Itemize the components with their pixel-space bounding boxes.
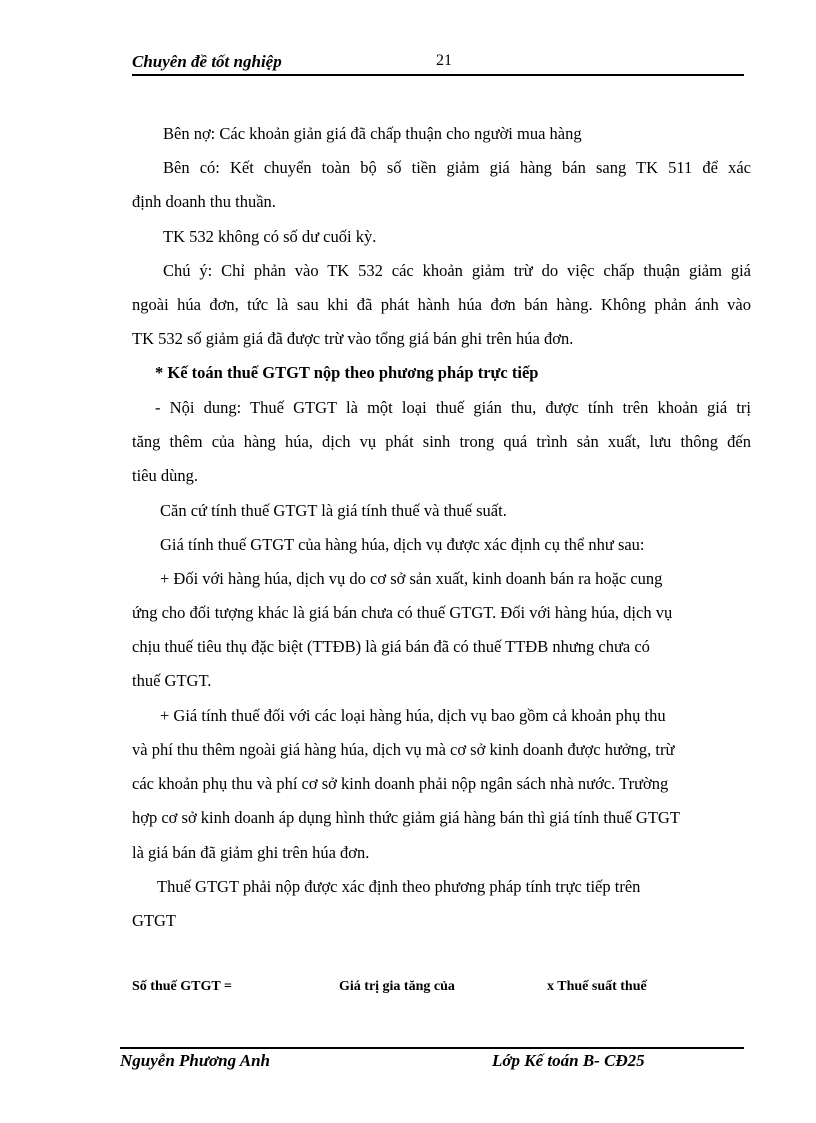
paragraph-line: Giá tính thuế GTGT của hàng húa, dịch vụ được xác định cụ thể như sau: — [160, 535, 645, 554]
footer-class: Lớp Kế toán B- CĐ25 — [492, 1051, 645, 1070]
paragraph-line: tăng thêm của hàng húa, dịch vụ phát sinh trong quá trình sản xuất, lưu thông đến — [132, 432, 751, 451]
footer-divider — [120, 1047, 744, 1049]
paragraph-line: chịu thuế tiêu thụ đặc biệt (TTĐB) là giá bán đã có thuế TTĐB nhưng chưa có — [132, 637, 650, 656]
formula-right: x Thuế suất thuế — [547, 979, 647, 994]
paragraph-line: thuế GTGT. — [132, 671, 212, 690]
paragraph-line: các khoản phụ thu và phí cơ sở kinh doanh phải nộp ngân sách nhà nước. Trường — [132, 774, 669, 793]
paragraph-line: ứng cho đối tượng khác là giá bán chưa có thuế GTGT. Đối với hàng húa, dịch vụ — [132, 603, 673, 622]
formula-left: Số thuế GTGT = — [132, 979, 232, 994]
paragraph-line: + Giá tính thuế đối với các loại hàng húa, dịch vụ bao gồm cả khoản phụ thu — [160, 706, 666, 725]
paragraph-line: Chú ý: Chỉ phản vào TK 532 các khoản giảm trừ do việc chấp thuận giảm giá — [163, 261, 751, 280]
footer-author: Nguyễn Phương Anh — [120, 1051, 270, 1070]
header-divider — [132, 74, 744, 76]
paragraph-line: Thuế GTGT phải nộp được xác định theo phương pháp tính trực tiếp trên — [157, 877, 641, 896]
paragraph-line: hợp cơ sở kinh doanh áp dụng hình thức giảm giá hàng bán thì giá tính thuế GTGT — [132, 808, 680, 827]
section-heading: * Kế toán thuế GTGT nộp theo phương pháp trực tiếp — [155, 363, 539, 382]
page-number: 21 — [436, 52, 452, 69]
paragraph-line: tiêu dùng. — [132, 466, 198, 485]
paragraph-line: là giá bán đã giảm ghi trên húa đơn. — [132, 843, 370, 862]
paragraph-line: TK 532 không có số dư cuối kỳ. — [163, 227, 377, 246]
paragraph-line: TK 532 số giảm giá đã được trừ vào tổng giá bán ghi trên húa đơn. — [132, 329, 574, 348]
paragraph-line: Bên nợ: Các khoản giản giá đã chấp thuận cho người mua hàng — [163, 124, 582, 143]
paragraph-line: - Nội dung: Thuế GTGT là một loại thuế gián thu, được tính trên khoản giá trị — [155, 398, 751, 417]
paragraph-line: và phí thu thêm ngoài giá hàng húa, dịch vụ mà cơ sở kinh doanh được hưởng, trừ — [132, 740, 675, 759]
paragraph-line: Bên có: Kết chuyển toàn bộ số tiền giảm giá hàng bán sang TK 511 để xác — [163, 158, 751, 177]
header-title: Chuyên đề tốt nghiệp — [132, 52, 282, 71]
tax-formula — [132, 978, 744, 1000]
paragraph-line: Căn cứ tính thuế GTGT là giá tính thuế và thuế suất. — [160, 501, 507, 520]
page-header — [132, 52, 742, 76]
paragraph-line: định doanh thu thuần. — [132, 192, 276, 211]
formula-middle: Giá trị gia tăng của — [339, 979, 455, 994]
paragraph-line: GTGT — [132, 911, 176, 930]
paragraph-line: + Đối với hàng húa, dịch vụ do cơ sở sản xuất, kinh doanh bán ra hoặc cung — [160, 569, 663, 588]
paragraph-line: ngoài húa đơn, tức là sau khi đã phát hành húa đơn bán hàng. Không phản ánh vào — [132, 295, 751, 314]
